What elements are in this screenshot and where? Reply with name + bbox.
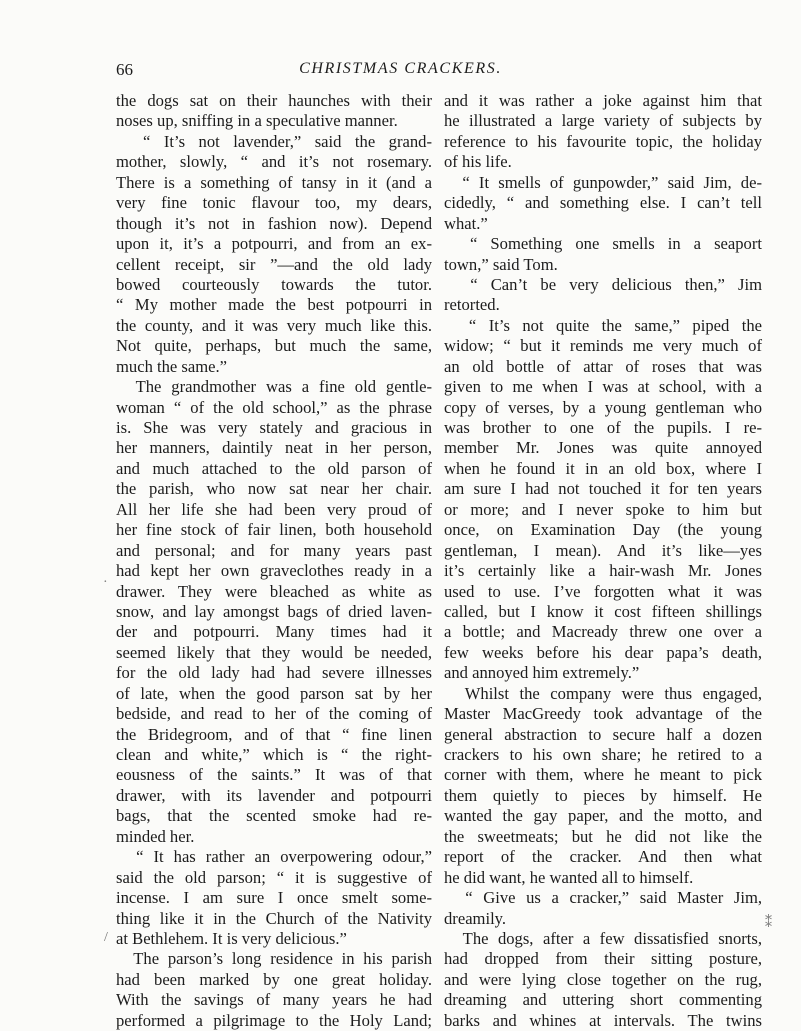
text-line: The parson’s long residence in his parish [116,949,432,969]
text-line: The dogs, after a few dissatisfied snorts, [444,928,762,948]
text-line: town,” said Tom. [444,254,558,274]
text-line: he illustrated a large variety of subjects by [444,111,762,131]
text-line: the county, and it was very much like this. [116,315,432,335]
text-line: what.” [444,213,488,233]
text-line: and it was rather a joke against him that [444,91,762,110]
text-line: retorted. [444,295,500,315]
text-line: “ My mother made the best potpourri in [116,295,432,315]
text-line: for the old lady had had severe illnesses [116,663,432,683]
text-line: “ Give us a cracker,” said Master Jim, [444,888,762,908]
text-line: clean and white,” which is “ the right- [116,745,432,764]
running-title: CHRISTMAS CRACKERS. [299,60,502,77]
text-line: the parish, who now sat near her chair. [116,479,432,499]
text-line: woman “ of the old school,” as the phrase [116,397,432,417]
text-line: cidedly, “ and something else. I can’t tell [444,193,762,213]
text-line: There is a something of tansy in it (and a [116,172,432,192]
text-line: der and potpourri. Many times had it [116,622,432,642]
text-line: “ It has rather an overpowering odour,” [116,847,432,867]
text-line: much the same.” [116,356,228,376]
left-column [116,91,432,1031]
text-line: though it’s not in fashion now). Depend [116,213,432,233]
text-line: and personal; and for many years past [116,540,432,560]
text-line: With the savings of many years he had [116,990,432,1010]
text-line: am sure I had not touched it for ten years [444,479,762,499]
text-line: eousness of the saints.” It was of that [116,765,432,785]
text-line: wanted the gay paper, and the motto, and [444,806,762,826]
text-line: had kept her own graveclothes ready in a [116,561,432,581]
text-line: a bottle; and Macready threw one over a [444,622,762,642]
text-line: of his life. [444,152,512,172]
text-line: crackers to his own share; he retired to a [444,745,762,764]
text-line: of late, when the good parson sat by her [116,683,432,703]
text-line: “ Can’t be very delicious then,” Jim [444,274,762,294]
margin-dot: · [103,575,108,590]
text-line: barks and whines at intervals. The twins [444,1010,762,1030]
text-line: Not quite, perhaps, but much the same, [116,336,432,356]
text-line: “ It’s not lavender,” said the grand- [116,131,432,151]
text-line: her manners, daintily neat in her person, [116,438,432,458]
text-line: few weeks before his dear papa’s death, [444,642,762,662]
text-line: had dropped from their sitting posture, [444,949,762,969]
text-line: Master MacGreedy took advantage of the [444,704,762,724]
text-line: bowed courteously towards the tutor. [116,274,432,294]
text-line: once, on Examination Day (the young [444,520,762,540]
margin-smudge: ⁑ [765,916,772,931]
text-line: when he found it in an old box, where I [444,458,762,478]
text-line: cellent receipt, sir ”—and the old lady [116,254,432,274]
text-line: and much attached to the old parson of [116,458,432,478]
text-line: copy of verses, by a young gentleman who [444,397,762,417]
text-line: general abstraction to secure half a dozen [444,724,762,744]
text-line: report of the cracker. And then what [444,847,762,867]
page-number: 66 [116,60,133,79]
text-line: minded her. [116,826,195,846]
text-line: used to use. I’ve forgotten what it was [444,581,762,601]
text-line: dreamily. [444,908,507,928]
text-line: the sweetmeats; but he did not like the [444,826,762,846]
text-line: noses up, sniffing in a speculative manner. [116,111,398,131]
text-line: is. She was very stately and gracious in [116,418,432,437]
text-line: it’s certainly like a hair-wash Mr. Jones [444,561,762,581]
text-line: dreaming and uttering short commenting [444,990,762,1010]
text-line: Whilst the company were thus engaged, [444,683,762,703]
text-line: said the old parson; “ it is suggestive of [116,867,432,887]
text-line: her fine stock of fair linen, both household [116,520,432,540]
text-line: at Bethlehem. It is very delicious.” [116,928,347,948]
text-line: was brother to one of the pupils. I re- [444,418,762,437]
page-header [0,60,801,84]
text-line: had been marked by one great holiday. [116,969,432,989]
right-column [444,91,762,1031]
text-line: gentleman, I mean). And it’s like—yes [444,540,762,560]
text-line: drawer. They were bleached as white as [116,581,432,601]
text-line: bedside, and read to her of the coming of [116,704,432,724]
text-line: or more; and I never spoke to him but [444,499,762,519]
text-line: an old bottle of attar of roses that was [444,356,762,376]
text-line: and annoyed him extremely.” [444,663,640,683]
text-line: very fine tonic flavour too, my dears, [116,193,432,213]
text-line: All her life she had been very proud of [116,499,432,519]
text-line: upon it, it’s a potpourri, and from an ex- [116,234,432,254]
margin-tick: / [104,930,108,945]
text-line: incense. I am sure I once smelt some- [116,888,432,908]
text-line: member Mr. Jones was quite annoyed [444,438,762,458]
text-line: drawer, with its lavender and potpourri [116,785,432,805]
text-line: them quietly to pieces by himself. He [444,785,762,805]
text-line: called, but I know it cost fifteen shillings [444,601,762,621]
text-line: corner with them, where he meant to pick [444,765,762,785]
text-line: the Bridegroom, and of that “ fine linen [116,724,432,744]
text-line: “ Something one smells in a seaport [444,234,762,254]
text-line: widow; “ but it reminds me very much of [444,336,762,356]
text-line: The grandmother was a fine old gentle- [116,377,432,397]
text-line: snow, and lay amongst bags of dried laven- [116,601,432,621]
text-line: reference to his favourite topic, the holiday [444,131,762,151]
text-line: seemed likely that they would be needed, [116,642,432,662]
text-line: thing like it in the Church of the Nativity [116,908,432,928]
text-line: mother, slowly, “ and it’s not rosemary. [116,152,432,172]
text-line: he did want, he wanted all to himself. [444,867,694,887]
text-line: given to me when I was at school, with a [444,377,762,397]
text-line: bags, that the scented smoke had re- [116,806,432,826]
text-line: “ It’s not quite the same,” piped the [444,315,762,335]
text-line: performed a pilgrimage to the Holy Land; [116,1010,432,1030]
text-line: and were lying close together on the rug, [444,969,762,989]
text-line: “ It smells of gunpowder,” said Jim, de- [444,172,762,192]
text-line: the dogs sat on their haunches with their [116,91,432,110]
